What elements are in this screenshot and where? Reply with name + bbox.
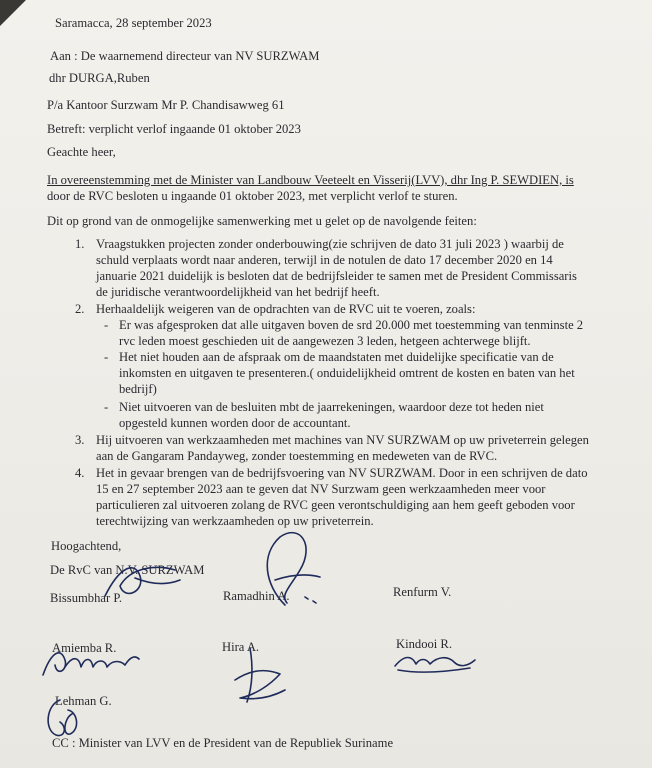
cc-line: CC : Minister van LVV en de President van de Republiek Suriname bbox=[52, 736, 394, 750]
item-number-2: 2. bbox=[75, 302, 85, 316]
item-1-line-1: Vraagstukken projecten zonder onderbouwing(zie schrijven de dato 31 juli 2023 ) waarbij de bbox=[96, 237, 564, 251]
signature-kindooi bbox=[390, 648, 480, 678]
page-corner-shadow bbox=[0, 0, 26, 26]
closing-org: De RvC van N.V. SURZWAM bbox=[50, 563, 205, 577]
signatory-amiemba: Amiemba R. bbox=[52, 641, 117, 655]
bullet-3-line-1: Niet uitvoeren van de besluiten mbt de jaarrekeningen, waardoor deze tot heden niet bbox=[119, 400, 544, 414]
signatory-hira: Hira A. bbox=[222, 640, 260, 654]
item-number-1: 1. bbox=[75, 237, 85, 251]
bullet-mark-1: - bbox=[104, 318, 109, 332]
signature-hira bbox=[225, 640, 295, 710]
item-4-line-4: terechtwijzing van werkzaamheden op uw priveterrein. bbox=[96, 514, 374, 528]
item-4-line-2: 15 en 27 september 2023 aan te geven dat NV Surzwam geen werkzaamheden meer voor bbox=[96, 482, 546, 496]
item-4-line-3: particulieren zal uitvoeren zolang de RVC geen verontschuldiging aan hem geeft geboden voor bbox=[96, 498, 575, 512]
bullet-mark-2: - bbox=[104, 350, 109, 364]
item-2-line-1: Herhaaldelijk weigeren van de opdrachten van de RVC uit te voeren, zoals: bbox=[96, 302, 476, 316]
signature-ramadhin bbox=[245, 525, 335, 615]
recipient-address: P/a Kantoor Surzwam Mr P. Chandisawweg 61 bbox=[47, 98, 285, 112]
item-3-line-2: aan de Gangaram Pandayweg, zonder toestemming en medeweten van de RVC. bbox=[96, 449, 498, 463]
signatory-bissumbhar: Bissumbhar P. bbox=[50, 591, 123, 605]
signature-bissumbhar bbox=[95, 556, 185, 606]
bullet-1-line-1: Er was afgesproken dat alle uitgaven boven de srd 20.000 met toestemming van tenminste 2 bbox=[119, 318, 584, 332]
bullet-3-line-2: opgesteld kunnen worden door de accountant. bbox=[119, 416, 351, 430]
place-date: Saramacca, 28 september 2023 bbox=[55, 16, 212, 30]
signature-amiemba bbox=[35, 635, 155, 685]
bullet-mark-3: - bbox=[104, 400, 109, 414]
signatory-kindooi: Kindooi R. bbox=[396, 637, 452, 651]
intro-line-2: door de RVC besloten u ingaande 01 oktober 2023, met verplicht verlof te sturen. bbox=[47, 189, 458, 203]
grounds-line: Dit op grond van de onmogelijke samenwerking met u gelet op de navolgende feiten: bbox=[47, 214, 477, 228]
subject-line: Betreft: verplicht verlof ingaande 01 oktober 2023 bbox=[47, 122, 301, 136]
signatory-ramadhin: Ramadhin A. bbox=[223, 589, 290, 603]
recipient-line: Aan : De waarnemend directeur van NV SURZWAM bbox=[50, 49, 320, 63]
item-number-4: 4. bbox=[75, 466, 85, 480]
item-4-line-1: Het in gevaar brengen van de bedrijfsvoering van NV SURZWAM. Door in een schrijven de dato bbox=[96, 466, 588, 480]
item-number-3: 3. bbox=[75, 433, 85, 447]
bullet-2-line-1: Het niet houden aan de afspraak om de maandstaten met duidelijke specificatie van de bbox=[119, 350, 554, 364]
salutation: Geachte heer, bbox=[47, 145, 116, 159]
item-1-line-3: januarie 2021 duidelijk is besloten dat de bedrijfsleider te samen met de President Commissaris bbox=[96, 269, 577, 283]
intro-line-1: In overeenstemming met de Minister van Landbouw Veeteelt en Visserij(LVV), dhr Ing P. SEWDIEN, is bbox=[47, 173, 574, 187]
signatory-renfurm: Renfurm V. bbox=[393, 585, 452, 599]
closing-greeting: Hoogachtend, bbox=[51, 539, 122, 553]
item-1-line-4: de juridische verantwoordelijkheid van het bedrijf heeft. bbox=[96, 285, 380, 299]
bullet-1-line-2: rvc leden moest geschieden uit de aangewezen 3 leden, hetgeen achterwege blijft. bbox=[119, 334, 531, 348]
recipient-name: dhr DURGA,Ruben bbox=[49, 71, 150, 85]
item-1-line-2: schuld verplaats wordt naar anderen, terwijl in de notulen de dato 17 december 2020 en 14 bbox=[96, 253, 553, 267]
item-3-line-1: Hij uitvoeren van werkzaamheden met machines van NV SURZWAM op uw priveterrein gelegen bbox=[96, 433, 589, 447]
bullet-2-line-3: bedrijf) bbox=[119, 382, 157, 396]
bullet-2-line-2: inkomsten en uitgaven te presenteren.( onduidelijkheid omtrent de kosten en baten van het bbox=[119, 366, 575, 380]
signatory-lehman: Lehman G. bbox=[55, 694, 112, 708]
